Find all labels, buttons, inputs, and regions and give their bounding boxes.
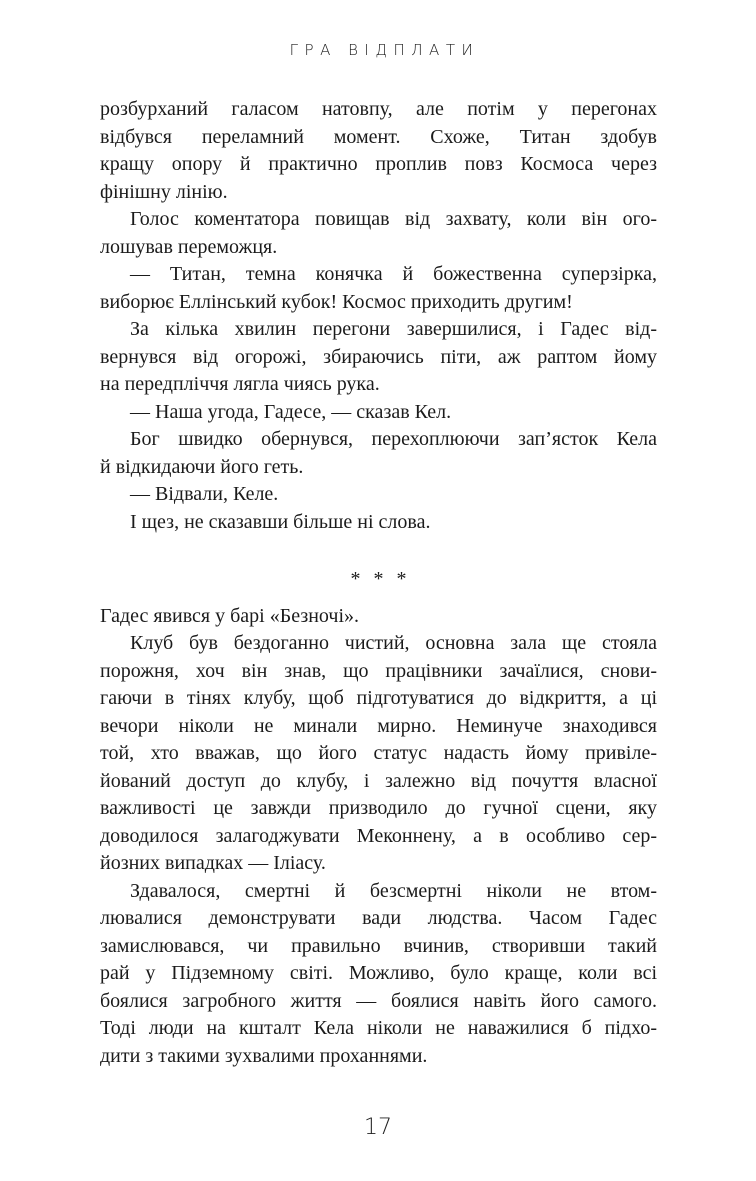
text-line: вечори ніколи не минали мирно. Неминуче знаходився bbox=[100, 714, 657, 737]
text-line: фінішну лінію. bbox=[100, 180, 228, 203]
text-line: й відкидаючи його геть. bbox=[100, 455, 304, 478]
text-line: дити з такими зухвалими проханнями. bbox=[100, 1044, 428, 1067]
paragraph bbox=[100, 630, 657, 878]
text-line: Голос коментатора повищав від захвату, коли він ого- bbox=[130, 208, 657, 230]
text-line: рай у Підземному світі. Можливо, було краще, коли всі bbox=[100, 962, 657, 984]
text-line: Гадес явився у барі «Безночі». bbox=[100, 604, 360, 627]
text-line: замислювався, чи правильно вчинив, створивши такий bbox=[100, 934, 657, 957]
running-head-chapter-title: ГРА ВІДПЛАТИ bbox=[289, 41, 480, 59]
paragraph bbox=[100, 399, 657, 427]
text-line: вернувся від огорожі, збираючись піти, аж раптом йому bbox=[100, 345, 657, 368]
page-number: 17 bbox=[364, 1115, 392, 1140]
text-line: той, хто вважав, що його статус надасть йому привіле- bbox=[100, 742, 657, 764]
text-line: розбурханий галасом натовпу, але потім у перегонах bbox=[100, 98, 657, 120]
text-line: гаючи в тінях клубу, щоб підготуватися до відкриття, а ці bbox=[100, 687, 657, 709]
text-line: Тоді люди на кшталт Кела ніколи не наважилися б підхо- bbox=[100, 1017, 657, 1039]
paragraph bbox=[100, 509, 657, 537]
paragraph bbox=[100, 603, 657, 631]
text-line: Бог швидко обернувся, перехоплюючи зап’ясток Кела bbox=[130, 428, 657, 450]
paragraph bbox=[100, 878, 657, 1071]
text-line: — Наша угода, Гадесе, — сказав Кел. bbox=[130, 400, 452, 423]
text-line: Клуб був бездоганно чистий, основна зала ще стояла bbox=[130, 632, 657, 654]
text-line: — Титан, темна конячка й божественна суперзірка, bbox=[130, 263, 657, 285]
text-line: боялися загробного життя — боялися навіть його самого. bbox=[100, 989, 657, 1012]
paragraph bbox=[100, 481, 657, 509]
text-line: доводилося залагоджувати Меконнену, а в особливо сер- bbox=[100, 824, 657, 847]
paragraph bbox=[100, 426, 657, 481]
text-line: лошував переможця. bbox=[100, 235, 278, 258]
paragraph bbox=[100, 206, 657, 261]
text-line: Здавалося, смертні й безсмертні ніколи не втом- bbox=[130, 879, 657, 902]
text-line: на передпліччя лягла чиясь рука. bbox=[100, 373, 380, 395]
text-line: порожня, хоч він знав, що працівники зачаїлися, снови- bbox=[100, 659, 657, 682]
text-line: кращу опору й практично проплив повз Космоса через bbox=[100, 153, 657, 175]
text-line: важливості це завжди призводило до гучної сцени, яку bbox=[100, 797, 657, 819]
text-line: І щез, не сказавши більше ні слова. bbox=[130, 510, 431, 533]
text-line: йований доступ до клубу, і залежно від почуття власної bbox=[100, 769, 657, 792]
section-separator: * * * bbox=[350, 568, 411, 590]
text-line: — Відвали, Келе. bbox=[130, 483, 279, 505]
text-line: лювалися демонструвати вади людства. Часом Гадес bbox=[100, 907, 657, 929]
paragraph bbox=[100, 316, 657, 399]
text-line: За кілька хвилин перегони завершилися, і Гадес від- bbox=[130, 318, 657, 340]
text-line: виборює Еллінський кубок! Космос приходить другим! bbox=[100, 290, 573, 313]
text-line: відбувся переламний момент. Схоже, Титан здобув bbox=[100, 125, 657, 148]
paragraph bbox=[100, 96, 657, 206]
paragraph bbox=[100, 261, 657, 316]
text-line: йозних випадках — Іліасу. bbox=[100, 852, 326, 874]
text-block bbox=[100, 96, 657, 1070]
